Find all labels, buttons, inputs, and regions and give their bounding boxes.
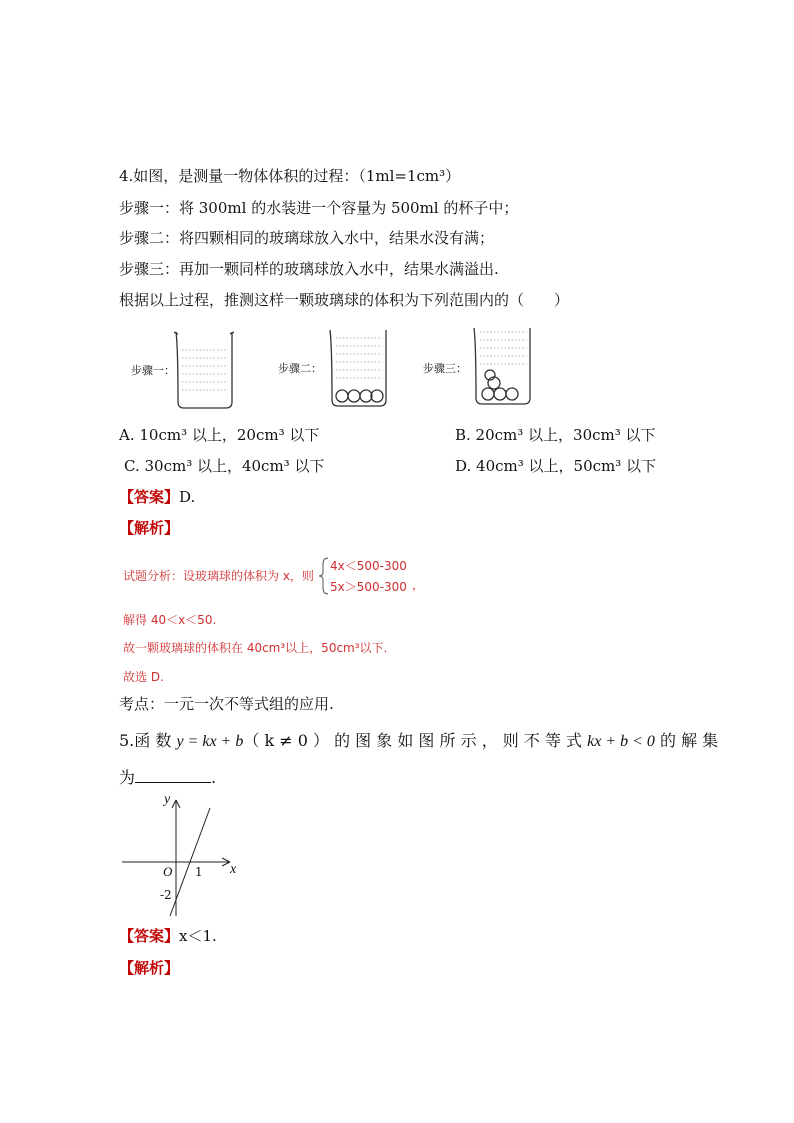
- q4-option-c: C. 30cm³ 以上，40cm³ 以下: [124, 457, 325, 475]
- q4-analysis-label: [119, 518, 179, 538]
- q4-option-d: D. 40cm³ 以上，50cm³ 以下: [455, 457, 657, 475]
- q5-answer-value: x＜1.: [179, 927, 217, 945]
- q5-condition: （ k ≠ 0 ）: [243, 731, 329, 750]
- beaker-step1: [174, 332, 234, 408]
- analysis-intro: 试题分析：设玻璃球的体积为 x，则: [123, 569, 314, 583]
- x-axis-label: x: [230, 862, 237, 877]
- q5-line2: [119, 768, 216, 788]
- beaker-step2: [330, 330, 386, 406]
- q5-inequality: kx + b < 0: [587, 733, 655, 750]
- q5-graph: [118, 792, 248, 920]
- q4-step3: 步骤三：再加一颗同样的玻璃球放入水中，结果水满溢出.: [119, 260, 499, 278]
- q4-kaodian: 考点：一元一次不等式组的应用.: [119, 695, 334, 713]
- q5-line2-suffix: .: [211, 768, 217, 787]
- answer-label: 【答案】: [119, 488, 180, 506]
- y-intercept-label: -2: [160, 888, 172, 902]
- q5-line2-prefix: 为: [119, 768, 136, 787]
- inequality-1: 4x＜500-300: [330, 559, 407, 573]
- analysis-conclusion: 故一颗玻璃球的体积在 40cm³以上，50cm³以下.: [123, 641, 388, 655]
- analysis-choice: 故选 D.: [123, 670, 164, 684]
- q5-stem: [119, 731, 718, 752]
- q5-function: y = kx + b: [176, 733, 244, 750]
- inequality-tail: ，: [412, 578, 425, 592]
- beakers-illustration: [170, 328, 550, 412]
- q4-option-a: A. 10cm³ 以上，20cm³ 以下: [119, 426, 320, 444]
- q5-stem-suffix: 的 解 集: [654, 731, 719, 750]
- q4-stem: 4.如图，是测量一物体体积的过程：（1ml=1cm³）: [119, 167, 461, 185]
- q5-answer-label: 【答案】: [119, 927, 180, 945]
- x-intercept-label: 1: [195, 865, 203, 879]
- q4-option-b: B. 20cm³ 以上，30cm³ 以下: [455, 426, 656, 444]
- figure-label-step3: 步骤三：: [423, 362, 467, 375]
- q4-answer: [119, 487, 195, 507]
- q4-question: 根据以上过程，推测这样一颗玻璃球的体积为下列范围内的（ ）: [119, 291, 570, 309]
- q5-answer: [119, 926, 217, 946]
- answer-value: D.: [179, 488, 196, 506]
- q4-step1: 步骤一：将 300ml 的水装进一个容量为 500ml 的杯子中；: [119, 199, 519, 217]
- graph-axes: [118, 792, 248, 920]
- beaker-step3: [474, 328, 530, 404]
- q5-stem-mid: 的 图 象 如 图 所 示 ， 则 不 等 式: [329, 731, 588, 750]
- answer-blank: [135, 768, 211, 783]
- origin-label: O: [163, 864, 173, 879]
- q5-analysis-heading: 【解析】: [119, 959, 180, 977]
- brace-icon: [318, 556, 330, 596]
- figure-label-step1: 步骤一：: [131, 364, 175, 377]
- y-axis-label: y: [164, 792, 171, 807]
- inequality-2: 5x＞500-300: [330, 580, 407, 594]
- analysis-solve: 解得 40＜x＜50.: [123, 613, 217, 627]
- q5-stem-prefix: 5.函 数: [119, 731, 177, 750]
- q4-step2: 步骤二：将四颗相同的玻璃球放入水中，结果水没有满；: [119, 229, 495, 247]
- analysis-label: 【解析】: [119, 519, 180, 537]
- figure-label-step2: 步骤二：: [278, 362, 322, 375]
- q5-analysis-label: [119, 958, 179, 978]
